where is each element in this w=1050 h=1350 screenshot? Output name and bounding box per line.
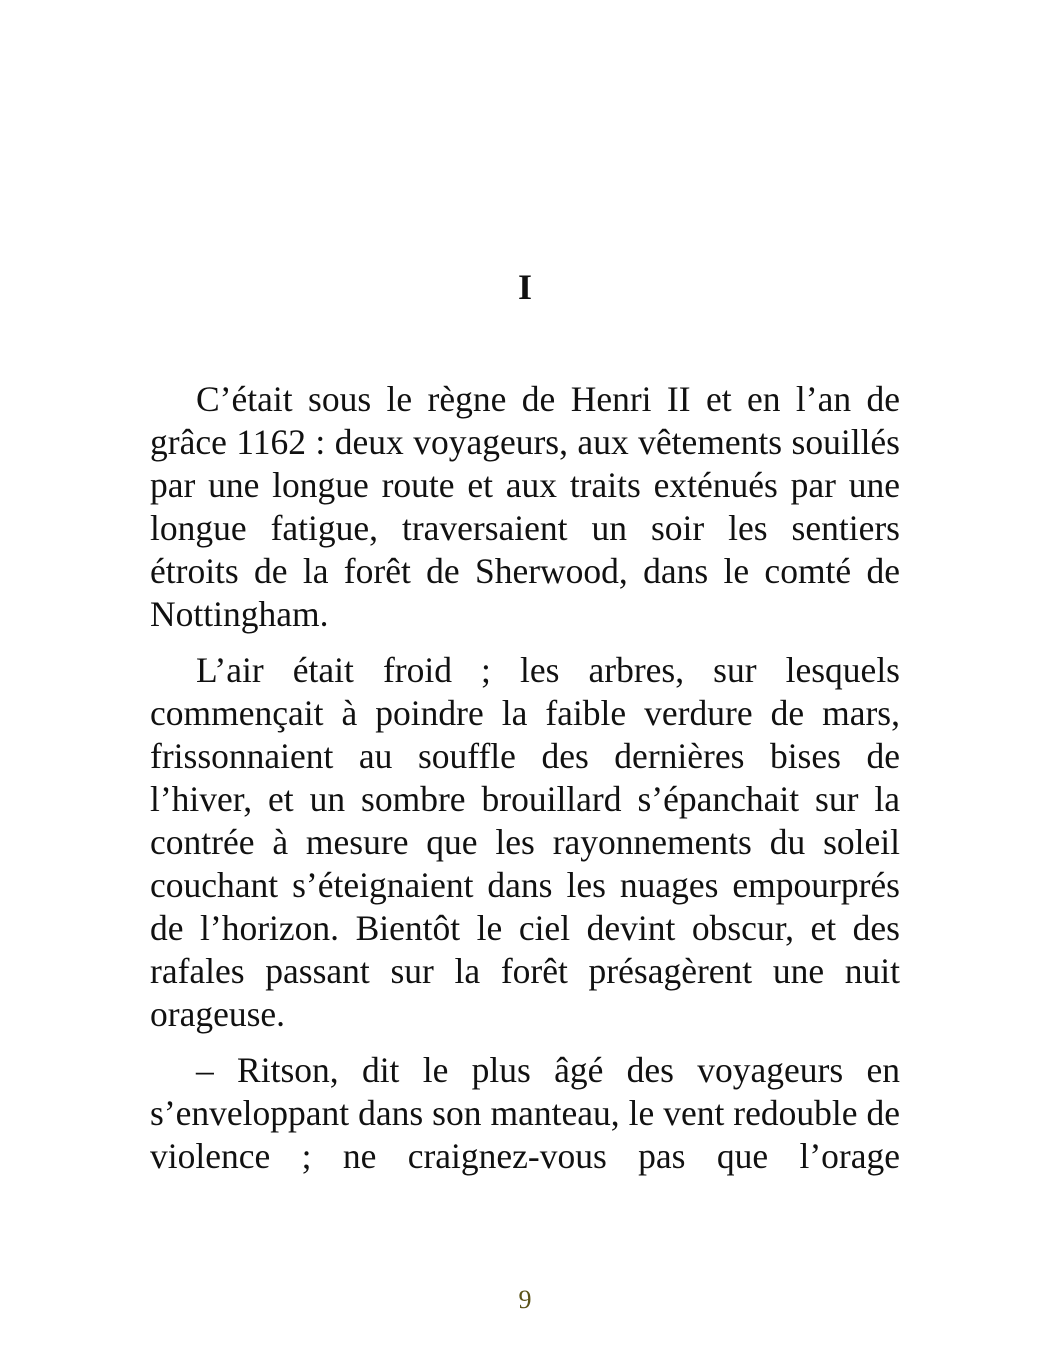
page-number: 9: [518, 1285, 532, 1314]
paragraph-3: – Ritson, dit le plus âgé des voyageurs en s’enveloppant dans son manteau, le vent redouble de violence ; ne craignez-vous pas que l’orage: [150, 1050, 900, 1176]
chapter-body: [150, 378, 900, 1191]
paragraph-2: L’air était froid ; les arbres, sur lesquels commençait à poindre la faible verdure de mars, frissonnaient au souffle des dernières bises de l’hiver, et un sombre brouillard s’épanchait sur la contrée à mesure que les rayonnements du soleil couchant s’éteignaient dans les nuages empourprés de l’horizon. Bientôt le ciel devint obscur, et des rafales passant sur la forêt présagèrent une nuit orageuse.: [150, 650, 900, 1034]
paragraph-1: C’était sous le règne de Henri II et en l’an de grâce 1162 : deux voyageurs, aux vêtements souillés par une longue route et aux traits exténués par une longue fatigue, traversaient un soir les sentiers étroits de la forêt de Sherwood, dans le comté de Nottingham.: [150, 379, 900, 634]
chapter-title: I: [517, 267, 532, 307]
